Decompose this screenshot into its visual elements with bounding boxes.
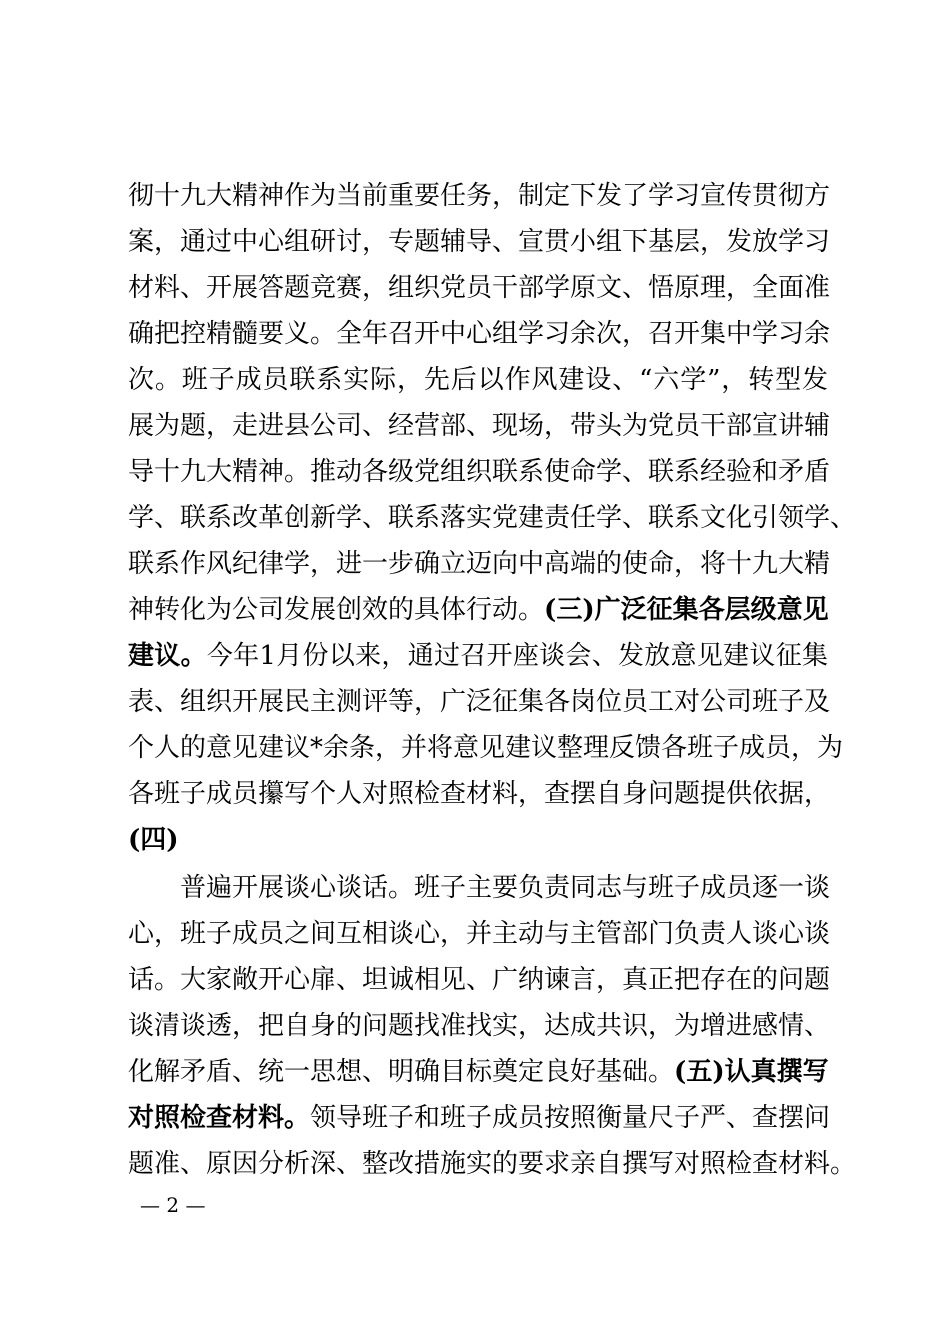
text-line: 谈清谈透，把自身的问题找准找实，达成共识，为增进感情、 [128, 1011, 831, 1041]
text-line: 确把控精髓要义。全年召开中心组学习余次，召开集中学习余 [128, 319, 831, 349]
text-line: 题准、原因分析深、整改措施实的要求亲自撰写对照检查材料。 [128, 1149, 857, 1179]
text-line: 彻十九大精神作为当前重要任务，制定下发了学习宣传贯彻方 [128, 181, 831, 211]
text-line: 材料、开展答题竞赛，组织党员干部学原文、悟原理，全面准 [128, 273, 831, 303]
text-line: 次。班子成员联系实际，先后以作风建设、“六学”，转型发 [128, 365, 828, 395]
text-line: 联系作风纪律学，进一步确立迈向中高端的使命，将十九大精 [128, 549, 831, 579]
text-line: 案，通过中心组研讨，专题辅导、宣贯小组下基层，发放学习 [128, 227, 831, 257]
text-line: 学、联系改革创新学、联系落实党建责任学、联系文化引领学、 [128, 503, 857, 533]
section-heading-four: (四) [128, 825, 179, 855]
text-line: 展为题，走进县公司、经营部、现场，带头为党员干部宣讲辅 [128, 411, 831, 441]
text-line: 普遍开展谈心谈话。班子主要负责同志与班子成员逐一谈 [180, 873, 831, 903]
page-number: — 2 — [140, 1193, 206, 1217]
text-line: 表、组织开展民主测评等，广泛征集各岗位员工对公司班子及 [128, 687, 831, 717]
text-line: 导十九大精神。推动各级党组织联系使命学、联系经验和矛盾 [128, 457, 831, 487]
text-line: 心，班子成员之间互相谈心，并主动与主管部门负责人谈心谈 [128, 919, 831, 949]
text-line: 化解矛盾、统一思想、明确目标奠定良好基础。(五)认真撰写 [128, 1057, 829, 1087]
text-line: 各班子成员攥写个人对照检查材料，查摆自身问题提供依据， [128, 779, 831, 809]
section-heading-five-cont: 对照检查材料。 [128, 1103, 311, 1133]
section-heading-three-cont: 建议。 [128, 641, 207, 671]
section-heading-three: (三)广泛征集各层级意见 [544, 595, 829, 625]
section-heading-five: (五)认真撰写 [674, 1057, 829, 1087]
text-line: 神转化为公司发展创效的具体行动。(三)广泛征集各层级意见 [128, 595, 829, 625]
text-line: 建议。今年1月份以来，通过召开座谈会、发放意见建议征集 [128, 641, 828, 671]
text-line: 对照检查材料。领导班子和班子成员按照衡量尺子严、查摆问 [128, 1103, 831, 1133]
text-line: 话。大家敞开心扉、坦诚相见、广纳谏言，真正把存在的问题 [128, 965, 831, 995]
text-line: 个人的意见建议*余条，并将意见建议整理反馈各班子成员，为 [128, 733, 844, 763]
